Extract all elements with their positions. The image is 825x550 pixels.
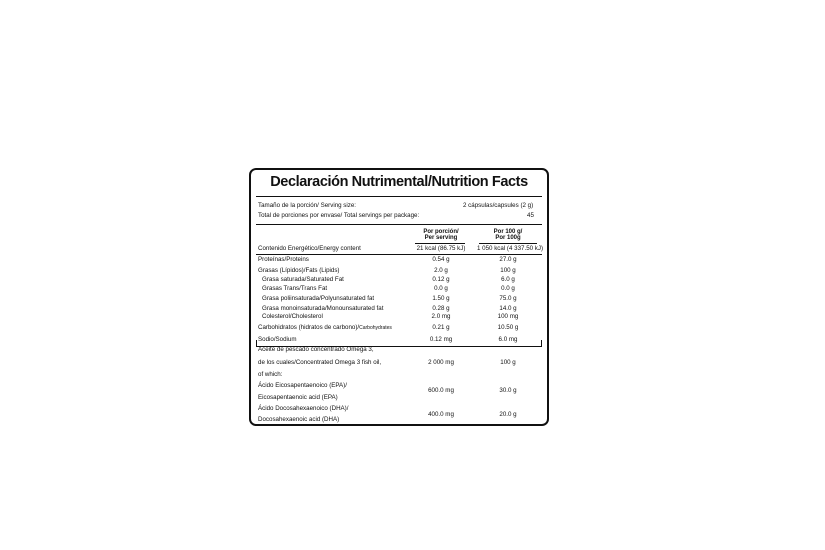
row-fats-label: Grasas (Lípidos)/Fats (Lipids) xyxy=(258,267,340,274)
nutrition-facts-label xyxy=(249,168,549,426)
row-trans-serving: 0.0 g xyxy=(434,285,448,292)
header-divider xyxy=(256,224,542,225)
epa-per100: 30.0 g xyxy=(499,387,517,394)
row-carbohydrates-label xyxy=(258,324,392,332)
carbohydrates-label-small: Carbohydrates xyxy=(359,325,392,331)
omega-serving: 2 000 mg xyxy=(428,359,454,366)
row-sodium-per100: 6.0 mg xyxy=(498,336,518,343)
row-fats-serving: 2.0 g xyxy=(434,267,448,274)
col-header-underline-1 xyxy=(415,243,465,244)
serving-size-label: Tamaño de la porción/ Serving size: xyxy=(258,202,357,209)
col-header-per-serving-2: Per serving xyxy=(424,235,458,241)
servings-per-package-value: 45 xyxy=(527,212,534,219)
carbohydrates-label-main: Carbohidratos (hidratos de carbono)/ xyxy=(258,324,360,331)
row-sodium-serving: 0.12 mg xyxy=(429,336,453,343)
row-sodium-label: Sodio/Sodium xyxy=(258,336,297,343)
omega-per100: 100 g xyxy=(500,359,516,366)
omega-line-2: de los cuales/Concentrated Omega 3 fish oil, xyxy=(258,359,382,366)
row-cholesterol-serving: 2.0 mg xyxy=(431,313,451,320)
row-monounsaturated-label: Grasa monoinsaturada/Monounsaturated fat xyxy=(262,305,384,312)
row-saturated-serving: 0.12 g xyxy=(432,276,450,283)
dha-serving: 400.0 mg xyxy=(428,411,454,418)
omega-line-3: of which: xyxy=(258,371,283,378)
energy-underline xyxy=(256,254,542,255)
serving-size-value: 2 cápsulas/capsules (2 g) xyxy=(463,202,534,209)
sodium-right-tick xyxy=(541,340,542,346)
row-cholesterol-per100: 100 mg xyxy=(497,313,519,320)
dha-per100: 20.0 g xyxy=(499,411,517,418)
row-proteins-label: Proteínas/Proteins xyxy=(258,256,309,263)
row-polyunsaturated-label: Grasa poliinsaturada/Polyunsaturated fat xyxy=(262,295,375,302)
row-polyunsaturated-serving: 1.50 g xyxy=(432,295,450,302)
omega-line-1: Aceite de pescado concentrado Omega 3, xyxy=(258,346,374,353)
row-carbohydrates-per100: 10.50 g xyxy=(497,324,519,331)
row-fats-per100: 100 g xyxy=(500,267,516,274)
epa-line-2: Eicosapentaenoic acid (EPA) xyxy=(258,394,338,401)
row-proteins-serving: 0.54 g xyxy=(432,256,450,263)
row-carbohydrates-serving: 0.21 g xyxy=(432,324,450,331)
row-trans-label: Grasas Trans/Trans Fat xyxy=(262,285,328,292)
epa-serving: 600.0 mg xyxy=(428,387,454,394)
row-saturated-label: Grasa saturada/Saturated Fat xyxy=(262,276,344,283)
row-energy-serving: 21 kcal (86.75 kJ) xyxy=(416,245,466,252)
col-header-per-100g-1: Por 100 g/ xyxy=(493,229,523,235)
epa-line-1: Ácido Eicosapentaenoico (EPA)/ xyxy=(258,382,347,389)
col-header-per-100g-2: Por 100g xyxy=(495,235,521,241)
row-saturated-per100: 6.0 g xyxy=(501,276,515,283)
row-energy-label: Contenido Energético/Energy content xyxy=(258,245,361,252)
label-title: Declaración Nutrimental/Nutrition Facts xyxy=(270,174,528,190)
row-trans-per100: 0.0 g xyxy=(501,285,515,292)
dha-line-1: Ácido Docosahexaenoico (DHA)/ xyxy=(258,405,349,412)
col-header-per-serving-1: Por porción/ xyxy=(423,229,459,235)
servings-per-package-label: Total de porciones por envase/ Total servings per package: xyxy=(258,212,420,219)
row-monounsaturated-per100: 14.0 g xyxy=(499,305,517,312)
row-cholesterol-label: Colesterol/Cholesterol xyxy=(262,313,323,320)
row-polyunsaturated-per100: 75.0 g xyxy=(499,295,517,302)
title-divider xyxy=(256,196,542,197)
row-energy-per100: 1 050 kcal (4 337.50 kJ) xyxy=(477,245,544,252)
col-header-underline-2 xyxy=(479,243,537,244)
sodium-left-tick xyxy=(256,340,257,346)
row-monounsaturated-serving: 0.28 g xyxy=(432,305,450,312)
row-proteins-per100: 27.0 g xyxy=(499,256,517,263)
dha-line-2: Docosahexaenoic acid (DHA) xyxy=(258,416,340,423)
